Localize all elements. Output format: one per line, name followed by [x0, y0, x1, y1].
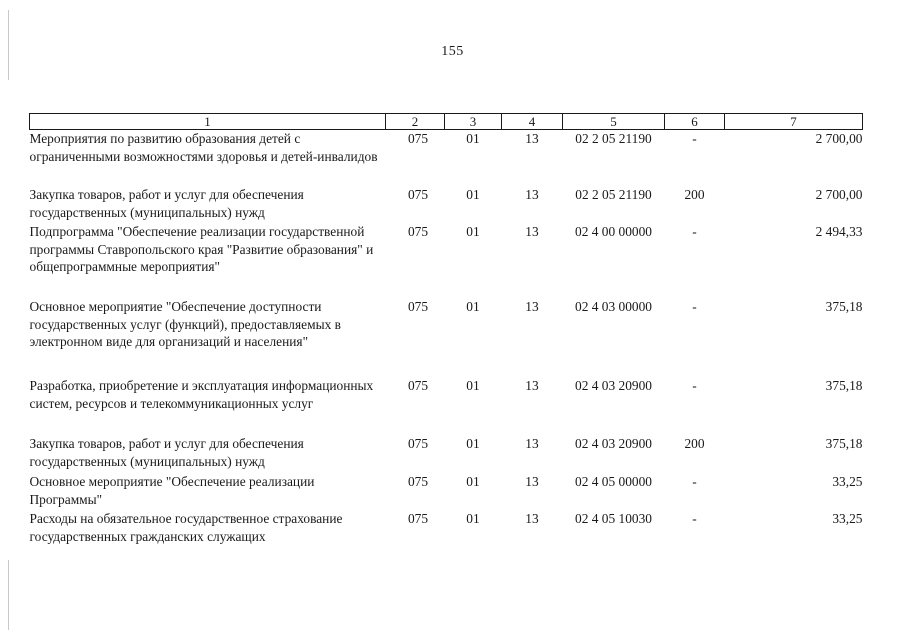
row-target-article: 02 4 05 10030 [575, 511, 652, 526]
table-row [30, 223, 863, 298]
row-name: Основное мероприятие "Обеспечение доступности государственных услуг (функций), предоставляемых в электронном виде для организаций и населения" [29, 299, 341, 349]
row-name: Закупка товаров, работ и услуг для обеспечения государственных (муниципальных) нужд [29, 187, 304, 220]
column-header-2: 2 [386, 114, 445, 130]
row-ministry-code: 075 [407, 436, 429, 451]
row-target-article: 02 4 03 00000 [575, 299, 652, 314]
row-name: Подпрограмма "Обеспечение реализации государственной программы Ставропольского края "Развитие образования" и общепрограммные мероприятия" [29, 224, 374, 274]
row-subsection-code: 13 [525, 436, 539, 451]
row-section-code: 01 [466, 474, 480, 489]
row-name: Основное мероприятие "Обеспечение реализации Программы" [29, 474, 315, 507]
row-name: Мероприятия по развитию образования детей с ограниченными возможностями здоровья и детей-инвалидов [29, 131, 378, 164]
scan-edge-bottom [8, 560, 9, 630]
row-amount: 2 700,00 [815, 131, 863, 146]
row-amount: 33,25 [832, 474, 863, 489]
row-subsection-code: 13 [525, 474, 539, 489]
row-expense-type: - [692, 511, 697, 526]
row-amount: 375,18 [825, 299, 863, 314]
column-header-3: 3 [445, 114, 502, 130]
row-subsection-code: 13 [525, 131, 539, 146]
table-row [30, 510, 863, 546]
row-section-code: 01 [466, 131, 480, 146]
row-ministry-code: 075 [407, 378, 429, 393]
row-expense-type: - [692, 378, 697, 393]
row-section-code: 01 [466, 187, 480, 202]
page-number: 155 [441, 44, 464, 59]
row-target-article: 02 2 05 21190 [575, 131, 652, 146]
row-subsection-code: 13 [525, 187, 539, 202]
row-ministry-code: 075 [407, 187, 429, 202]
budget-table [29, 113, 863, 546]
column-header-7: 7 [725, 114, 863, 130]
table-row [30, 473, 863, 510]
row-section-code: 01 [466, 299, 480, 314]
row-target-article: 02 4 00 00000 [575, 224, 652, 239]
table-row [30, 186, 863, 223]
row-name: Разработка, приобретение и эксплуатация информационных систем, ресурсов и телекоммуникационных услуг [29, 378, 374, 411]
row-subsection-code: 13 [525, 378, 539, 393]
column-header-1: 1 [30, 114, 386, 130]
row-expense-type: - [692, 299, 697, 314]
table-row [30, 298, 863, 377]
row-subsection-code: 13 [525, 224, 539, 239]
row-section-code: 01 [466, 224, 480, 239]
row-section-code: 01 [466, 378, 480, 393]
row-subsection-code: 13 [525, 299, 539, 314]
row-expense-type: 200 [684, 187, 705, 202]
row-ministry-code: 075 [407, 474, 429, 489]
row-name: Закупка товаров, работ и услуг для обеспечения государственных (муниципальных) нужд [29, 436, 304, 469]
row-section-code: 01 [466, 511, 480, 526]
row-target-article: 02 2 05 21190 [575, 187, 652, 202]
row-target-article: 02 4 03 20900 [575, 378, 652, 393]
row-expense-type: 200 [684, 436, 705, 451]
row-ministry-code: 075 [407, 131, 429, 146]
row-target-article: 02 4 03 20900 [575, 436, 652, 451]
row-target-article: 02 4 05 00000 [575, 474, 652, 489]
row-amount: 33,25 [832, 511, 863, 526]
row-name: Расходы на обязательное государственное страхование государственных гражданских служащих [29, 511, 343, 544]
row-amount: 2 494,33 [815, 224, 863, 239]
row-amount: 2 700,00 [815, 187, 863, 202]
row-ministry-code: 075 [407, 224, 429, 239]
column-header-4: 4 [502, 114, 563, 130]
row-subsection-code: 13 [525, 511, 539, 526]
row-amount: 375,18 [825, 378, 863, 393]
table-row [30, 130, 863, 187]
row-expense-type: - [692, 474, 697, 489]
row-amount: 375,18 [825, 436, 863, 451]
row-section-code: 01 [466, 436, 480, 451]
row-ministry-code: 075 [407, 511, 429, 526]
column-header-6: 6 [665, 114, 725, 130]
row-ministry-code: 075 [407, 299, 429, 314]
table-row [30, 435, 863, 473]
row-expense-type: - [692, 131, 697, 146]
table-row [30, 377, 863, 435]
row-expense-type: - [692, 224, 697, 239]
header-row [30, 114, 863, 130]
column-header-5: 5 [563, 114, 665, 130]
